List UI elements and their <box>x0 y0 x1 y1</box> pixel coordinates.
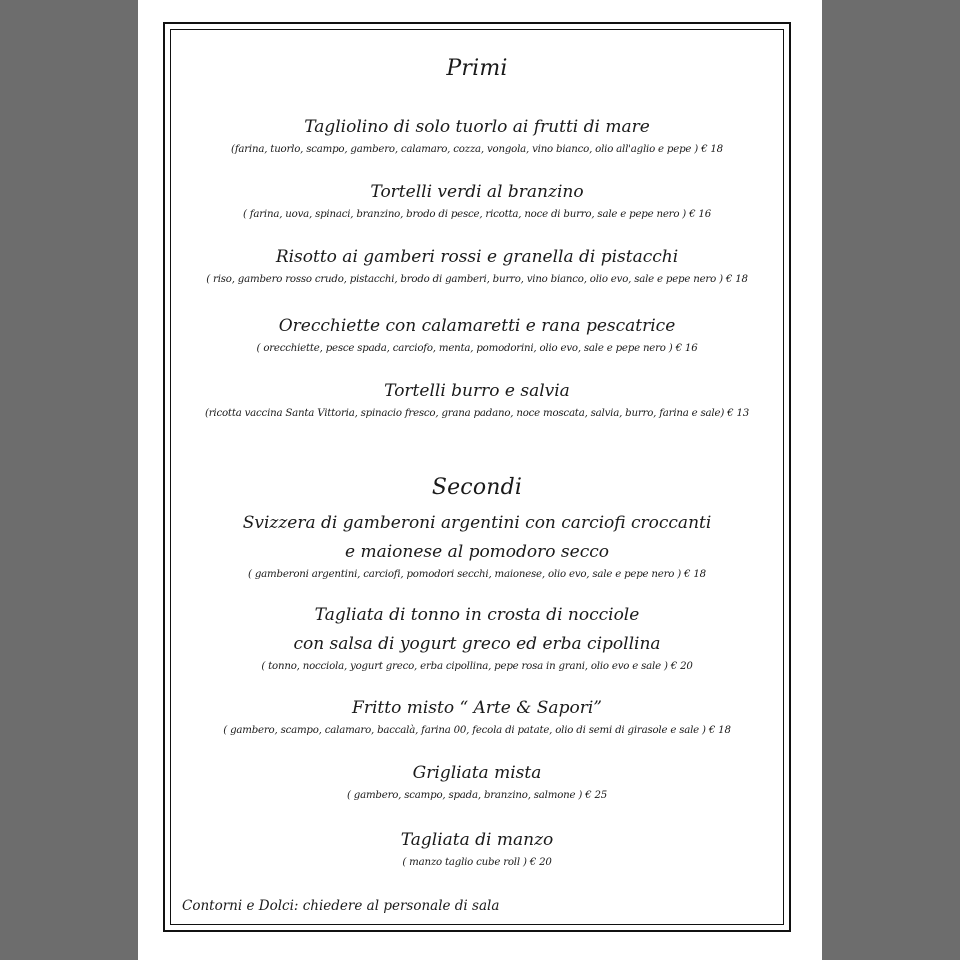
dish-ingredients: ( manzo taglio cube roll ) € 20 <box>402 857 552 868</box>
dish-name: Orecchiette con calamaretti e rana pescatrice <box>278 316 676 336</box>
dish-name-line2: con salsa di yogurt greco ed erba cipollina <box>293 634 661 654</box>
dish-ingredients: ( gambero, scampo, spada, branzino, salmone ) € 25 <box>346 790 608 801</box>
menu-border <box>163 22 791 932</box>
menu-item <box>165 826 789 871</box>
menu-page <box>138 0 822 960</box>
dish-name-line1: Tagliata di tonno in crosta di nocciole <box>314 605 640 625</box>
dish-name: Tagliata di manzo <box>400 830 554 850</box>
dish-ingredients: ( tonno, nocciola, yogurt greco, erba cipollina, pepe rosa in grani, olio evo e sale ) € 20 <box>261 661 693 672</box>
menu-item <box>165 312 789 357</box>
dish-ingredients: (ricotta vaccina Santa Vittoria, spinacio fresco, grana padano, noce moscata, salvia, burro, farina e sale) € 13 <box>204 408 750 419</box>
footer-note: Contorni e Dolci: chiedere al personale di sala <box>182 898 500 914</box>
dish-name: Fritto misto “ Arte & Sapori” <box>352 698 602 718</box>
menu-item <box>165 377 789 422</box>
dish-name: Grigliata mista <box>412 763 542 783</box>
dish-name: Tagliolino di solo tuorlo ai frutti di mare <box>304 117 650 137</box>
section-title-primi: Primi <box>446 56 508 81</box>
dish-ingredients: ( farina, uova, spinaci, branzino, brodo di pesce, ricotta, noce di burro, sale e pepe nero ) € 16 <box>242 209 711 220</box>
menu-item <box>165 509 789 583</box>
dish-ingredients: ( riso, gambero rosso crudo, pistacchi, brodo di gamberi, burro, vino bianco, olio evo, sale e pepe nero ) € 18 <box>206 274 748 285</box>
menu-content <box>165 24 789 930</box>
dish-name-line1: Svizzera di gamberoni argentini con carciofi croccanti <box>242 513 712 533</box>
dish-name-line2: e maionese al pomodoro secco <box>345 542 609 562</box>
menu-item <box>165 113 789 158</box>
dish-name: Risotto ai gamberi rossi e granella di pistacchi <box>275 247 679 267</box>
dish-ingredients: ( orecchiette, pesce spada, carciofo, menta, pomodorini, olio evo, sale e pepe nero ) € 16 <box>256 343 698 354</box>
menu-item <box>165 601 789 675</box>
menu-item <box>165 243 789 288</box>
dish-name: Tortelli burro e salvia <box>384 381 570 401</box>
section-title-secondi: Secondi <box>431 475 523 500</box>
dish-ingredients: ( gambero, scampo, calamaro, baccalà, farina 00, fecola di patate, olio di semi di girasole e sale ) € 18 <box>223 725 731 736</box>
dish-ingredients: ( gamberoni argentini, carciofi, pomodori secchi, maionese, olio evo, sale e pepe nero ) € 18 <box>248 569 706 580</box>
menu-item <box>165 694 789 739</box>
menu-item <box>165 178 789 223</box>
dish-name: Tortelli verdi al branzino <box>370 182 584 202</box>
dish-ingredients: (farina, tuorlo, scampo, gambero, calamaro, cozza, vongola, vino bianco, olio all'aglio e pepe ) € 18 <box>231 144 723 155</box>
menu-item <box>165 759 789 804</box>
